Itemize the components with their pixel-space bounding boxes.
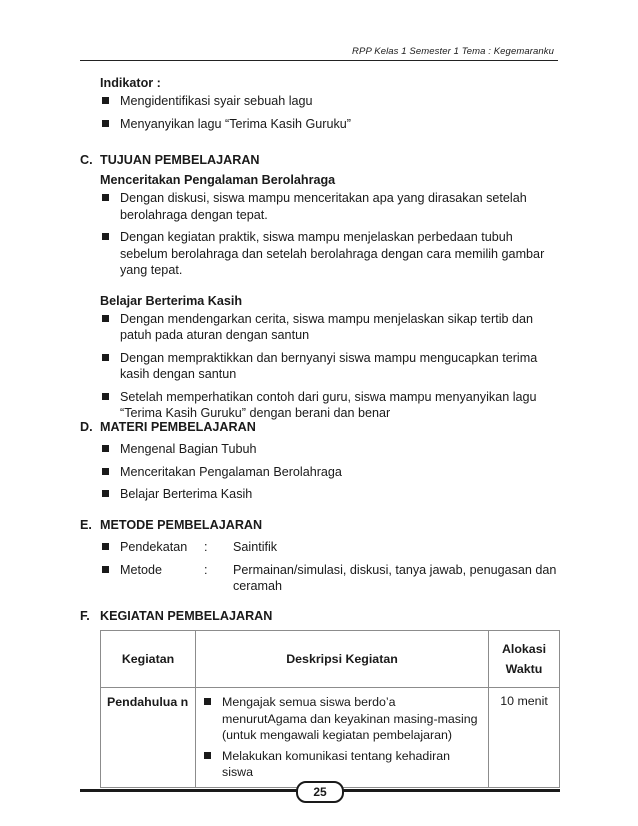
list-item: Dengan mempraktikkan dan bernyanyi siswa mampu mengucapkan terima kasih dengan santun bbox=[100, 350, 560, 383]
list-item: Dengan kegiatan praktik, siswa mampu menjelaskan perbedaan tubuh sebelum berolahraga dan setelah berolahraga dengan cara memilih gambar yang tepat. bbox=[100, 229, 560, 279]
section-title: TUJUAN PEMBELAJARAN bbox=[100, 153, 260, 167]
section-title: KEGIATAN PEMBELAJARAN bbox=[100, 609, 273, 623]
column-header-deskripsi: Deskripsi Kegiatan bbox=[196, 631, 489, 688]
square-bullet-icon bbox=[102, 445, 109, 452]
square-bullet-icon bbox=[102, 393, 109, 400]
kegiatan-table bbox=[100, 630, 560, 788]
header-rule bbox=[80, 60, 558, 61]
section-materi bbox=[80, 417, 560, 509]
table-row bbox=[101, 688, 560, 788]
indikator-block bbox=[100, 73, 560, 138]
section-title: MATERI PEMBELAJARAN bbox=[100, 420, 256, 434]
list-item: Dengan mendengarkan cerita, siswa mampu menjelaskan sikap tertib dan patuh pada aturan dengan santun bbox=[100, 311, 560, 344]
square-bullet-icon bbox=[102, 315, 109, 322]
square-bullet-icon bbox=[102, 490, 109, 497]
section-title: METODE PEMBELAJARAN bbox=[100, 518, 263, 532]
square-bullet-icon bbox=[102, 120, 109, 127]
square-bullet-icon bbox=[102, 566, 109, 573]
list-item: Belajar Berterima Kasih bbox=[100, 486, 560, 503]
waktu-cell: 10 menit bbox=[489, 688, 560, 788]
square-bullet-icon bbox=[102, 233, 109, 240]
group-title: Belajar Berterima Kasih bbox=[100, 293, 243, 308]
list-item: Menceritakan Pengalaman Berolahraga bbox=[100, 464, 560, 481]
page-number: 25 bbox=[296, 781, 344, 803]
section-tujuan bbox=[80, 150, 560, 428]
section-metode bbox=[80, 515, 560, 601]
list-item: Mengenal Bagian Tubuh bbox=[100, 441, 560, 458]
list-item: Melakukan komunikasi tentang kehadiran siswa bbox=[202, 748, 480, 781]
method-row: Pendekatan : Saintifik bbox=[100, 539, 560, 556]
list-item: Menyanyikan lagu “Terima Kasih Guruku” bbox=[100, 116, 560, 133]
square-bullet-icon bbox=[204, 752, 211, 759]
square-bullet-icon bbox=[102, 97, 109, 104]
section-kegiatan bbox=[80, 606, 560, 626]
section-letter: F. bbox=[80, 609, 90, 623]
list-item: Setelah memperhatikan contoh dari guru, siswa mampu menyanyikan lagu “Terima Kasih Guruku” dengan berani dan benar bbox=[100, 389, 560, 422]
method-row: Metode : Permainan/simulasi, diskusi, tanya jawab, penugasan dan ceramah bbox=[100, 562, 560, 595]
indikator-list bbox=[100, 93, 560, 132]
column-header-alokasi: Alokasi Waktu bbox=[489, 631, 560, 688]
column-header-kegiatan: Kegiatan bbox=[101, 631, 196, 688]
table-header-row bbox=[101, 631, 560, 688]
section-letter: E. bbox=[80, 518, 92, 532]
deskripsi-cell bbox=[196, 688, 489, 788]
square-bullet-icon bbox=[102, 354, 109, 361]
list-item: Dengan diskusi, siswa mampu menceritakan apa yang dirasakan setelah berolahraga dengan tepat. bbox=[100, 190, 560, 223]
section-letter: D. bbox=[80, 420, 93, 434]
indikator-title: Indikator : bbox=[100, 76, 161, 90]
group-title: Menceritakan Pengalaman Berolahraga bbox=[100, 173, 336, 187]
running-header: RPP Kelas 1 Semester 1 Tema : Kegemaranku bbox=[352, 46, 554, 57]
list-item: Mengajak semua siswa berdo’a menurutAgama dan keyakinan masing-masing (untuk mengawali kegiatan pembelajaran) bbox=[202, 694, 480, 744]
square-bullet-icon bbox=[204, 698, 211, 705]
list-item: Mengidentifikasi syair sebuah lagu bbox=[100, 93, 560, 110]
square-bullet-icon bbox=[102, 543, 109, 550]
square-bullet-icon bbox=[102, 468, 109, 475]
square-bullet-icon bbox=[102, 194, 109, 201]
kegiatan-cell: Pendahulua n bbox=[101, 688, 196, 788]
section-letter: C. bbox=[80, 153, 93, 167]
